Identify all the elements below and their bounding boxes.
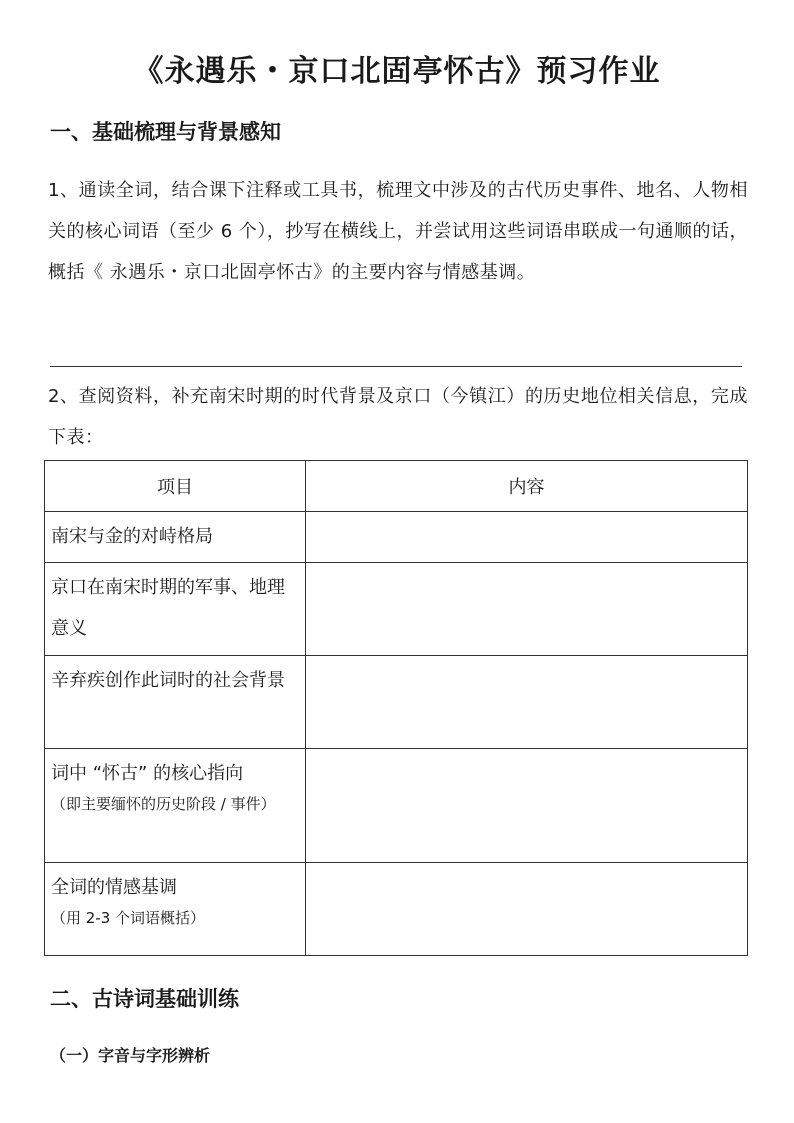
question-2-text: 2、查阅资料，补充南宋时期的时代背景及京口（今镇江）的历史地位相关信息，完成下表： [48, 386, 748, 448]
subsection-1-heading: （一）字音与字形辨析 [50, 1046, 211, 1065]
row-item-label: 全词的情感基调 [51, 877, 177, 898]
table-cell-content[interactable] [306, 656, 748, 749]
table-cell-content[interactable] [306, 512, 748, 563]
section-2-heading: 二、古诗词基础训练 [50, 987, 239, 1011]
row-item-label: 京口在南宋时期的军事、地理意义 [51, 577, 285, 639]
table-cell-item [45, 863, 306, 956]
background-table [44, 460, 748, 956]
table-cell-content[interactable] [306, 863, 748, 956]
table-cell-item [45, 656, 306, 749]
table-header-row [45, 461, 748, 512]
row-item-note: （用 2-3 个词语概括） [51, 909, 206, 927]
section-1-heading: 一、基础梳理与背景感知 [50, 120, 281, 144]
answer-line [50, 366, 742, 367]
table-cell-content[interactable] [306, 749, 748, 863]
row-item-label: 词中 “怀古” 的核心指向 [51, 763, 244, 784]
table-row [45, 563, 748, 656]
table-row [45, 863, 748, 956]
document-title: 《永遇乐・京口北固亭怀古》预习作业 [133, 54, 661, 89]
table-cell-content[interactable] [306, 563, 748, 656]
question-1-text: 1、通读全词，结合课下注释或工具书，梳理文中涉及的古代历史事件、地名、人物相关的核心词语（至少 6 个），抄写在横线上，并尝试用这些词语串联成一句通顺的话，概括《 永遇乐・京口北固亭怀古》的主要内容与情感基调。 [48, 180, 748, 283]
row-item-note: （即主要缅怀的历史阶段 / 事件） [51, 795, 276, 813]
table-row [45, 656, 748, 749]
row-item-label: 南宋与金的对峙格局 [51, 526, 213, 547]
table-cell-item [45, 563, 306, 656]
table-row [45, 749, 748, 863]
row-item-label: 辛弃疾创作此词时的社会背景 [51, 670, 285, 691]
table-header-content: 内容 [306, 461, 748, 512]
table-row [45, 512, 748, 563]
table-cell-item [45, 749, 306, 863]
table-cell-item [45, 512, 306, 563]
table-header-item: 项目 [45, 461, 306, 512]
